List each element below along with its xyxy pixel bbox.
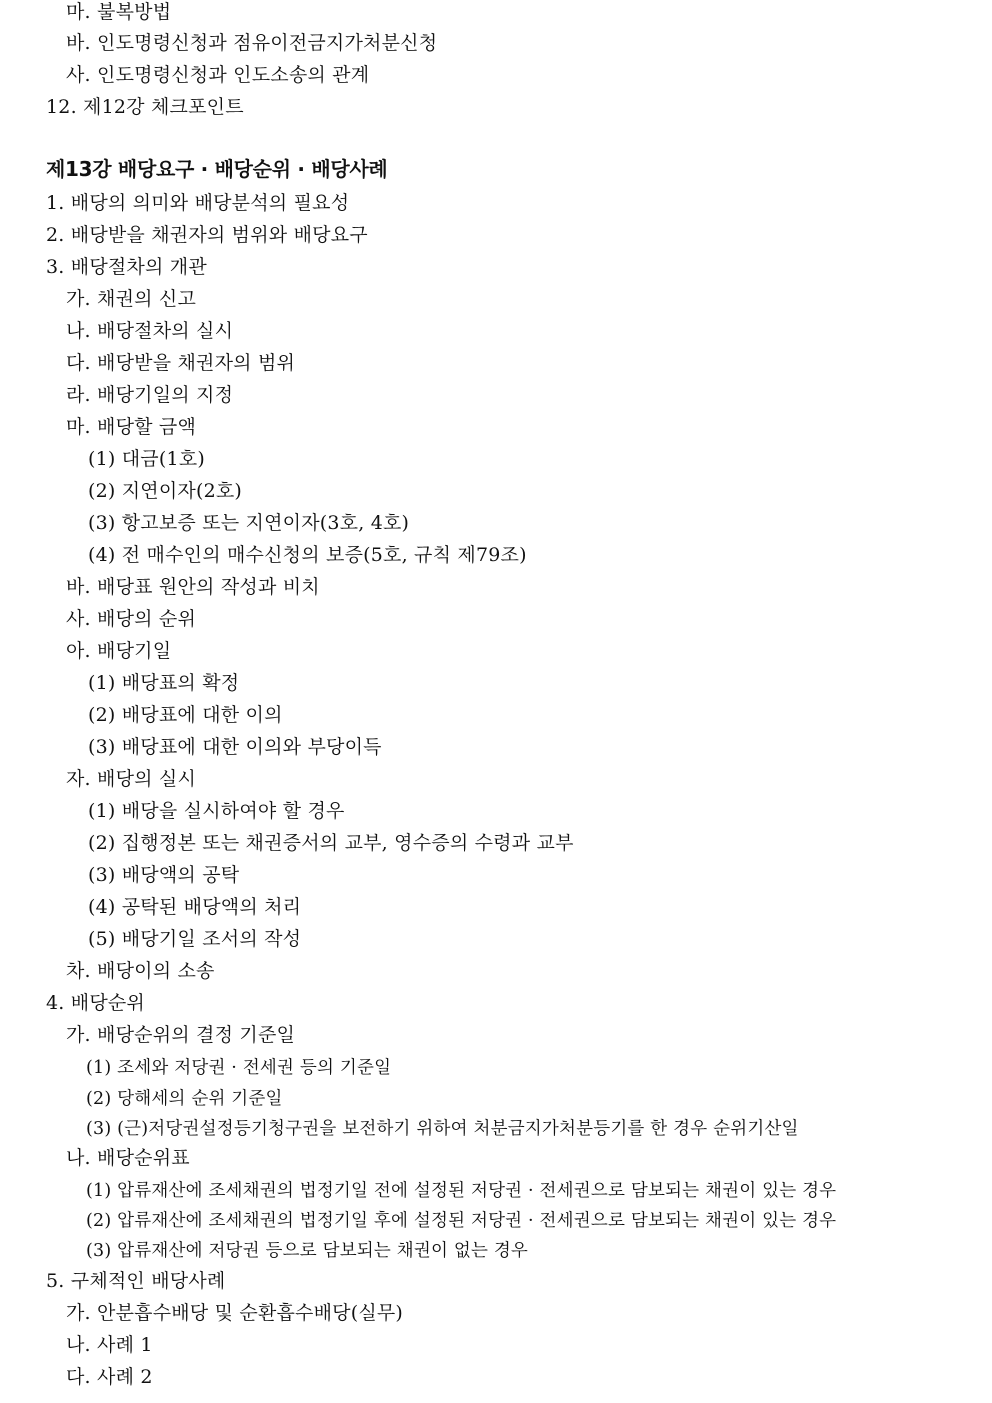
outline-item: 차. 배당이의 소송 [66,960,215,982]
outline-item: (2) 당해세의 순위 기준일 [86,1089,283,1109]
outline-item: (1) 배당을 실시하여야 할 경우 [88,800,345,822]
outline-item: (3) (근)저당권설정등기청구권을 보전하기 위하여 처분금지가처분등기를 한 경우 순위기산일 [86,1119,799,1139]
outline-item: 자. 배당의 실시 [66,768,197,790]
outline-item: (1) 조세와 저당권 · 전세권 등의 기준일 [86,1058,392,1078]
outline-item: (2) 압류재산에 조세채권의 법정기일 후에 설정된 저당권 · 전세권으로 담보되는 채권이 있는 경우 [86,1211,837,1231]
outline-item: (2) 배당표에 대한 이의 [88,704,283,726]
outline-item: 나. 배당절차의 실시 [66,320,234,342]
outline-item: (3) 배당표에 대한 이의와 부당이득 [88,736,382,758]
outline-item: 가. 배당순위의 결정 기준일 [66,1024,296,1046]
outline-item: 나. 배당순위표 [66,1147,190,1169]
outline-item: 가. 채권의 신고 [66,288,197,310]
outline-item: (4) 공탁된 배당액의 처리 [88,896,302,918]
outline-item: (4) 전 매수인의 매수신청의 보증(5호, 규칙 제79조) [88,544,527,566]
outline-item: 바. 배당표 원안의 작성과 비치 [66,576,320,598]
outline-item: 바. 인도명령신청과 점유이전금지가처분신청 [66,32,438,54]
outline-item: 라. 배당기일의 지정 [66,384,234,406]
outline-item: 다. 사례 2 [66,1366,153,1388]
outline-item: (5) 배당기일 조서의 작성 [88,928,302,950]
outline-item: 1. 배당의 의미와 배당분석의 필요성 [46,192,350,214]
outline-item: (2) 집행정본 또는 채권증서의 교부, 영수증의 수령과 교부 [88,832,574,854]
outline-item: 마. 불복방법 [66,1,172,23]
outline-item: 12. 제12강 체크포인트 [46,96,244,118]
outline-item: 4. 배당순위 [46,992,145,1014]
outline-item: (3) 항고보증 또는 지연이자(3호, 4호) [88,512,410,534]
outline-item: 2. 배당받을 채권자의 범위와 배당요구 [46,224,368,246]
chapter-heading: 제13강 배당요구 · 배당순위 · 배당사례 [46,157,388,181]
outline-item: 5. 구체적인 배당사례 [46,1270,226,1292]
outline-item: 나. 사례 1 [66,1334,153,1356]
outline-item: 아. 배당기일 [66,640,172,662]
outline-item: (3) 압류재산에 저당권 등으로 담보되는 채권이 없는 경우 [86,1241,529,1261]
outline-item: (1) 압류재산에 조세채권의 법정기일 전에 설정된 저당권 · 전세권으로 담보되는 채권이 있는 경우 [86,1181,837,1201]
outline-item: (1) 배당표의 확정 [88,672,240,694]
outline-item: 사. 인도명령신청과 인도소송의 관계 [66,64,370,86]
outline-item: 가. 안분흡수배당 및 순환흡수배당(실무) [66,1302,404,1324]
outline-item: 다. 배당받을 채권자의 범위 [66,352,296,374]
outline-item: 마. 배당할 금액 [66,416,197,438]
outline-item: (1) 대금(1호) [88,448,205,470]
outline-item: 사. 배당의 순위 [66,608,197,630]
outline-item: (3) 배당액의 공탁 [88,864,240,886]
outline-item: 3. 배당절차의 개관 [46,256,207,278]
outline-item: (2) 지연이자(2호) [88,480,243,502]
